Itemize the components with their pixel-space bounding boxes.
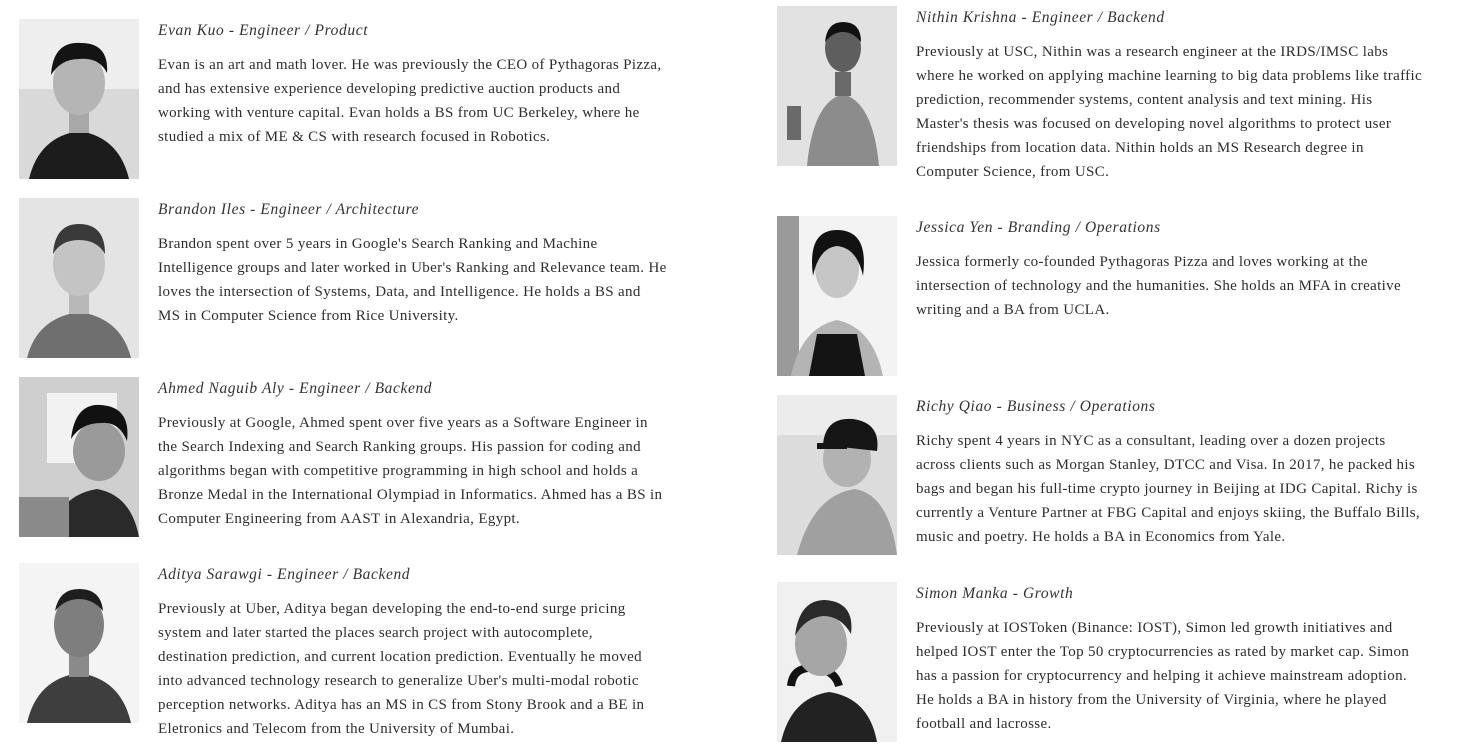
member-bio	[916, 40, 1422, 184]
bio-line: has a passion for cryptocurrency and helping it achieve mainstream adoption.	[916, 668, 1408, 684]
bio-line: algorithms began with competitive programming in high school and holds a	[158, 463, 639, 479]
portrait-image	[19, 19, 139, 179]
member-name: Evan Kuo - Engineer / Product	[158, 22, 369, 39]
bio-line: Brandon spent over 5 years in Google's Search Ranking and Machine	[158, 236, 598, 252]
bio-line: He holds a BA in history from the University of Virginia, where he played	[916, 692, 1387, 708]
bio-line: where he worked on applying machine learning to big data problems like traffic	[916, 68, 1423, 84]
bio-line: the Search Indexing and Search Ranking groups. His passion for coding and	[158, 439, 641, 455]
bio-line: helped IOST enter the Top 50 cryptocurrencies as rated by market cap. Simon	[916, 644, 1410, 660]
bio-line: destination prediction, and current location prediction. Eventually he moved	[158, 649, 642, 665]
member-photo	[777, 216, 897, 376]
bio-line: system and later started the places search project with autocomplete,	[158, 625, 593, 641]
bio-line: and has extensive experience developing predictive auction products and	[158, 81, 621, 97]
member-photo	[19, 198, 139, 358]
bio-line: across clients such as Morgan Stanley, DTCC and Visa. In 2017, he packed his	[916, 457, 1416, 473]
member-photo	[777, 582, 897, 742]
bio-line: football and lacrosse.	[916, 716, 1052, 732]
member-name: Aditya Sarawgi - Engineer / Backend	[158, 566, 411, 583]
member-name: Brandon Iles - Engineer / Architecture	[158, 201, 420, 218]
bio-line: Jessica formerly co-founded Pythagoras Pizza and loves working at the	[916, 254, 1368, 270]
member-photo	[777, 395, 897, 555]
bio-line: Intelligence groups and later worked in Uber's Ranking and Relevance team. He	[158, 260, 667, 276]
member-bio	[916, 250, 1401, 322]
portrait-image	[777, 216, 897, 376]
portrait-image	[777, 582, 897, 742]
portrait-image	[19, 377, 139, 537]
bio-line: friendships from location data. Nithin holds an MS Research degree in	[916, 140, 1364, 156]
bio-line: Previously at USC, Nithin was a research engineer at the IRDS/IMSC labs	[916, 44, 1389, 60]
member-bio	[158, 411, 662, 531]
portrait-image	[19, 198, 139, 358]
member-name: Jessica Yen - Branding / Operations	[916, 219, 1161, 236]
bio-line: Previously at IOSToken (Binance: IOST), Simon led growth initiatives and	[916, 620, 1393, 636]
member-photo	[19, 377, 139, 537]
bio-line: Computer Engineering from AAST in Alexandria, Egypt.	[158, 511, 521, 527]
bio-line: Computer Science, from USC.	[916, 164, 1110, 180]
bio-line: currently a Venture Partner at FBG Capital and enjoys skiing, the Buffalo Bills,	[916, 505, 1421, 521]
bio-line: perception networks. Aditya has an MS in CS from Stony Brook and a BE in	[158, 697, 645, 713]
bio-line: loves the intersection of Systems, Data, and Intelligence. He holds a BS and	[158, 284, 641, 300]
member-photo	[777, 6, 897, 166]
member-name: Nithin Krishna - Engineer / Backend	[916, 9, 1165, 26]
bio-line: intersection of technology and the humanities. She holds an MFA in creative	[916, 278, 1402, 294]
bio-line: into advanced technology research to generalize Uber's multi-modal robotic	[158, 673, 639, 689]
bio-line: Bronze Medal in the International Olympiad in Informatics. Ahmed has a BS in	[158, 487, 663, 503]
bio-line: working with venture capital. Evan holds a BS from UC Berkeley, where he	[158, 105, 640, 121]
member-bio	[916, 429, 1420, 549]
member-bio	[916, 616, 1409, 736]
member-name: Ahmed Naguib Aly - Engineer / Backend	[158, 380, 433, 397]
portrait-image	[777, 6, 897, 166]
bio-line: Richy spent 4 years in NYC as a consultant, leading over a dozen projects	[916, 433, 1386, 449]
member-name: Richy Qiao - Business / Operations	[916, 398, 1156, 415]
portrait-image	[777, 395, 897, 555]
bio-line: Master's thesis was focused on developing novel algorithms to protect user	[916, 116, 1392, 132]
bio-line: bags and began his full-time crypto journey in Beijing at IDG Capital. Richy is	[916, 481, 1418, 497]
bio-line: writing and a BA from UCLA.	[916, 302, 1110, 318]
member-photo	[19, 19, 139, 179]
member-name: Simon Manka - Growth	[916, 585, 1074, 602]
bio-line: prediction, recommender systems, content analysis and text mining. His	[916, 92, 1373, 108]
bio-line: studied a mix of ME & CS with research focused in Robotics.	[158, 129, 551, 145]
bio-line: Previously at Google, Ahmed spent over five years as a Software Engineer in	[158, 415, 648, 431]
member-bio	[158, 597, 644, 741]
bio-line: Eletronics and Telecom from the University of Mumbai.	[158, 721, 515, 737]
bio-line: Evan is an art and math lover. He was previously the CEO of Pythagoras Pizza,	[158, 57, 662, 73]
bio-line: music and poetry. He holds a BA in Economics from Yale.	[916, 529, 1286, 545]
bio-line: MS in Computer Science from Rice University.	[158, 308, 459, 324]
bio-line: Previously at Uber, Aditya began developing the end-to-end surge pricing	[158, 601, 626, 617]
portrait-image	[19, 563, 139, 723]
member-photo	[19, 563, 139, 723]
member-bio	[158, 53, 662, 149]
member-bio	[158, 232, 667, 328]
